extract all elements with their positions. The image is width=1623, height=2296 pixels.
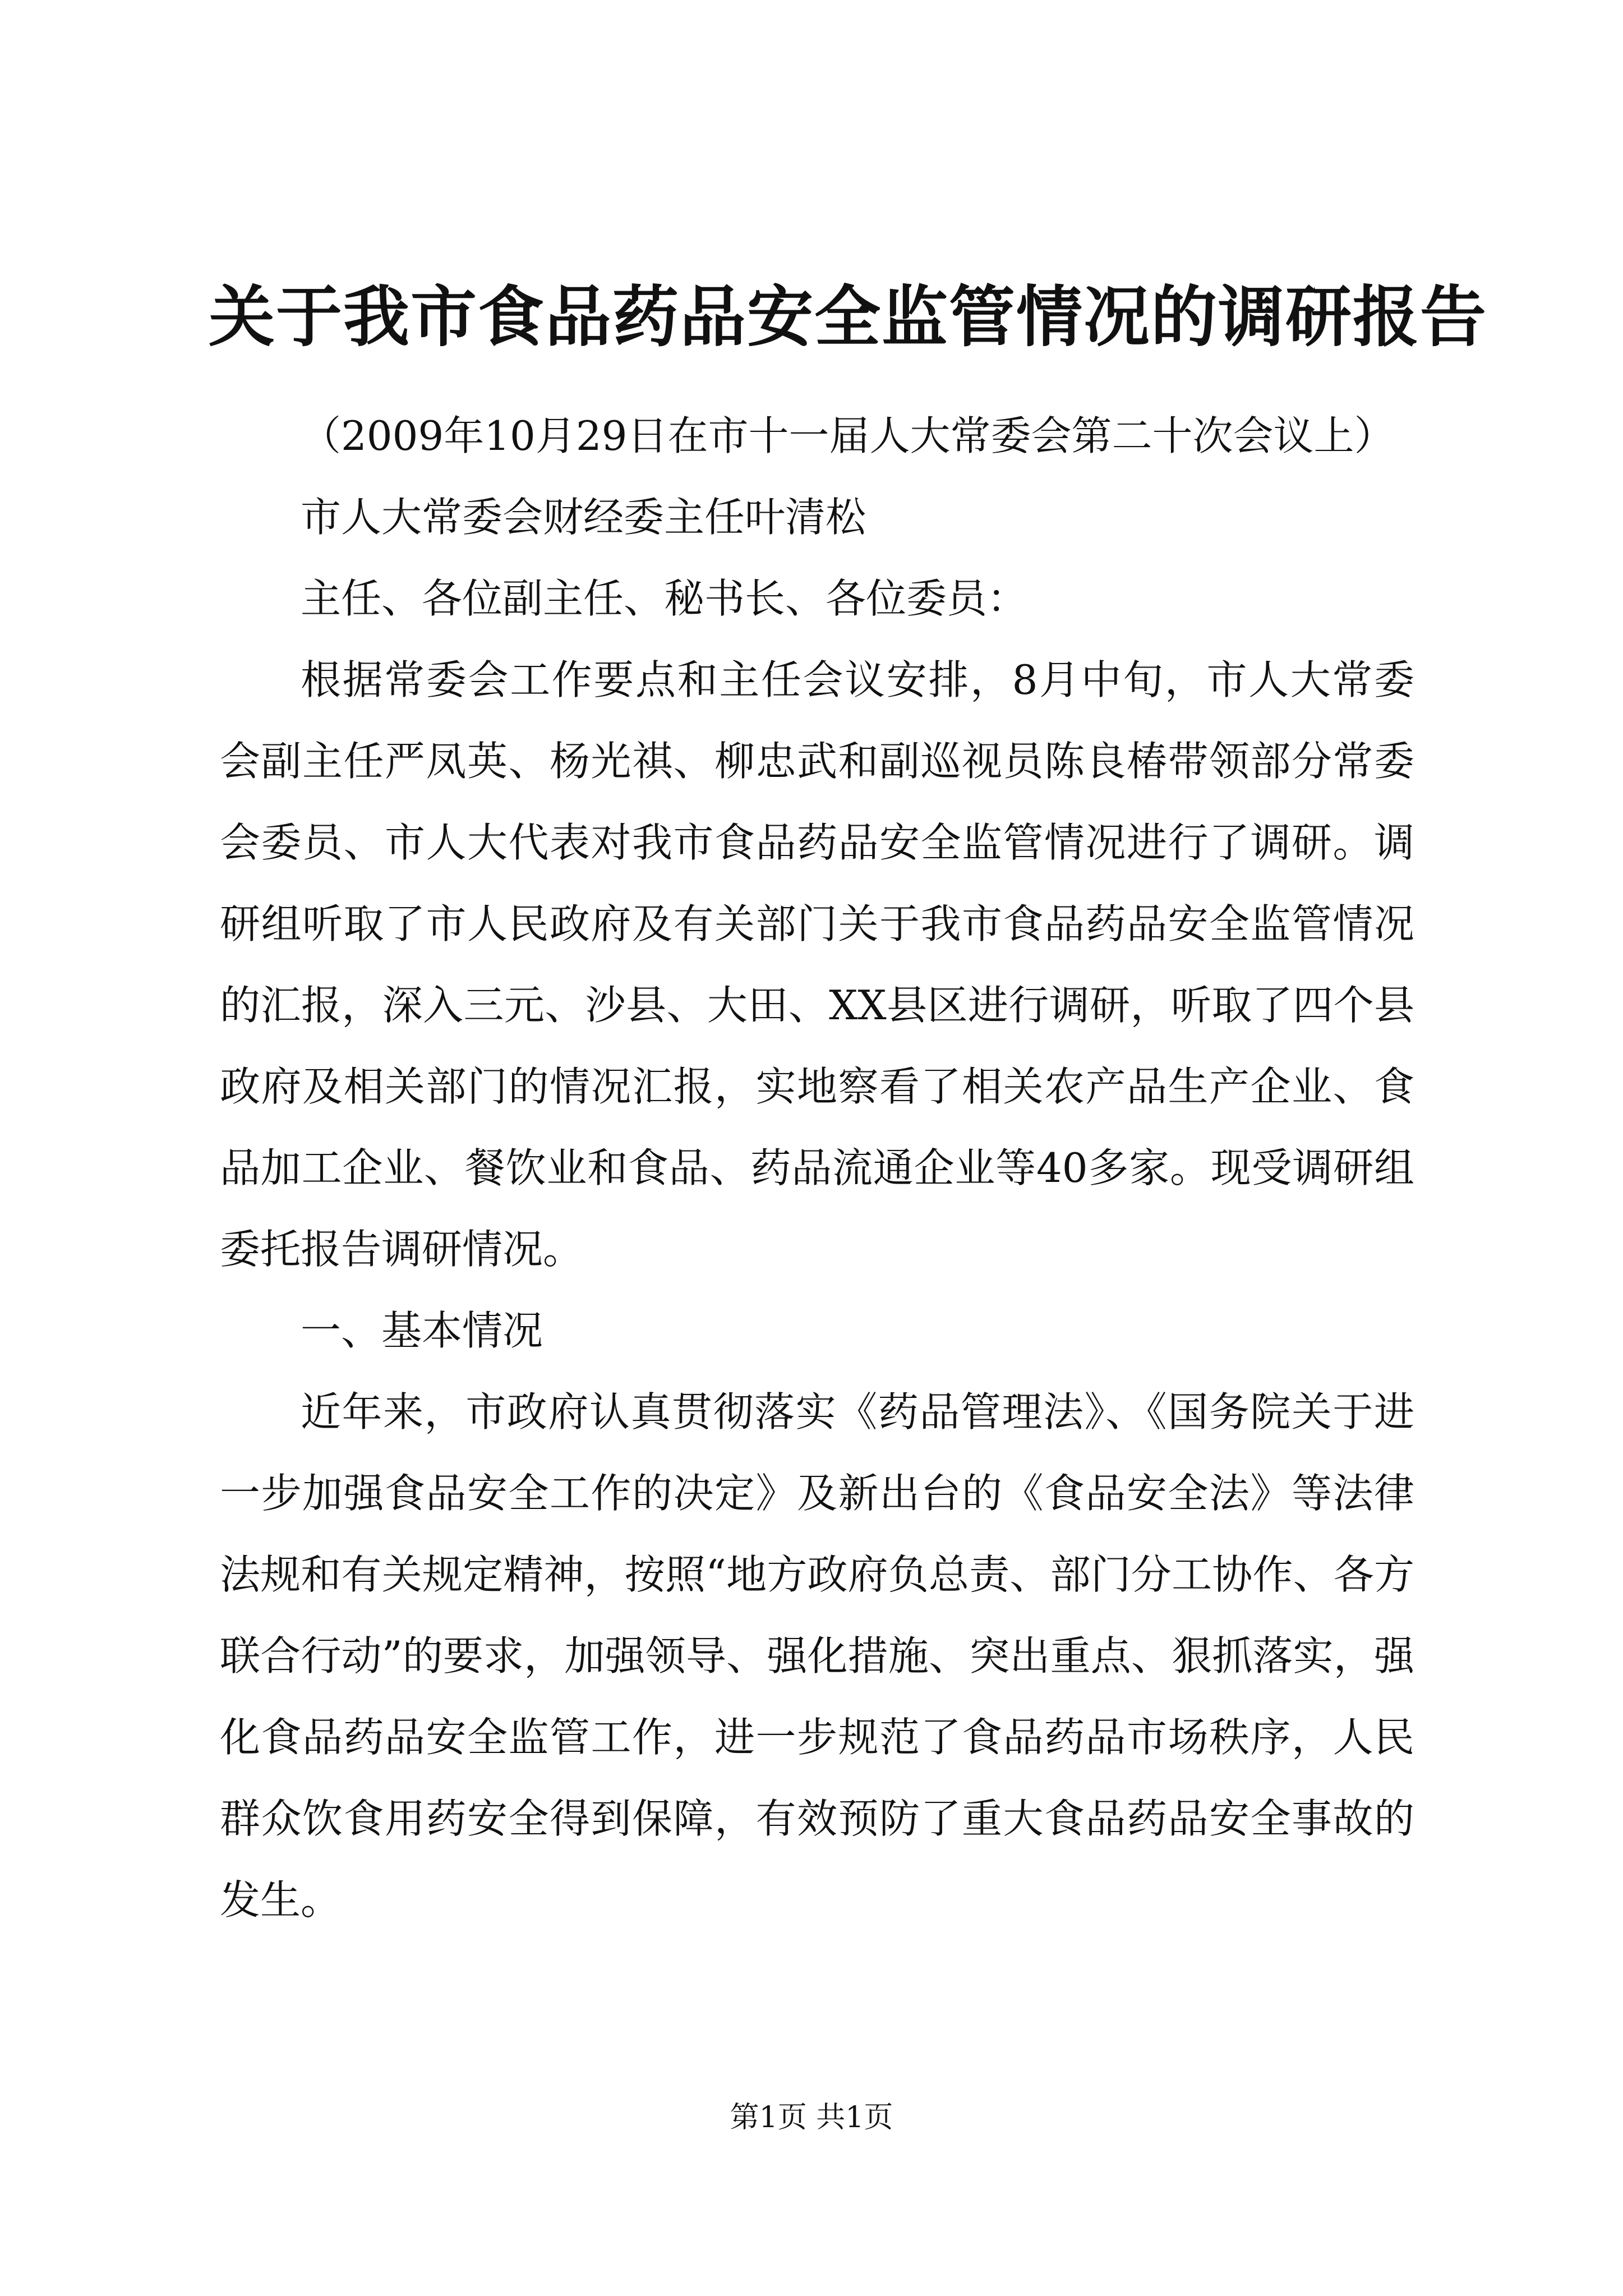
speaker-line: 市人大常委会财经委主任叶清松 [301,494,866,541]
body-paragraph-intro: 根据常委会工作要点和主任会议安排，8月中旬，市人大常委会副主任严凤英、杨光祺、柳忠武和副巡视员陈良椿带领部分常委会委员、市人大代表对我市食品药品安全监管情况进行了调研。调研组听取了市人民政府及有关部门关于我市食品药品安全监管情况的汇报，深入三元、沙县、大田、XX县区进行调研，听取了四个县政府及相关部门的情况汇报，实地察看了相关农产品生产企业、食品加工企业、餐饮业和食品、药品流通企业等40多家。现受调研组委托报告调研情况。 [220,656,1414,1273]
document-body [209,278,1488,1941]
page-number-footer: 第1页 共1页 [730,2101,893,2134]
body-paragraph-basic-situation: 近年来，市政府认真贯彻落实《药品管理法》、《国务院关于进一步加强食品安全工作的决定》及新出台的《食品安全法》等法律法规和有关规定精神，按照“地方政府负总责、部门分工协作、各方联合行动”的要求，加强领导、强化措施、突出重点、狠抓落实，强化食品药品安全监管工作，进一步规范了食品药品市场秩序，人民群众饮食用药安全得到保障，有效预防了重大食品药品安全事故的发生。 [220,1388,1414,1924]
document-title: 关于我市食品药品安全监管情况的调研报告 [209,278,1488,356]
document-subtitle: （2009年10月29日在市十一届人大常委会第二十次会议上） [301,412,1395,459]
salutation-line: 主任、各位副主任、秘书长、各位委员： [301,575,1028,622]
section-heading-basic-situation: 一、基本情况 [301,1307,543,1354]
